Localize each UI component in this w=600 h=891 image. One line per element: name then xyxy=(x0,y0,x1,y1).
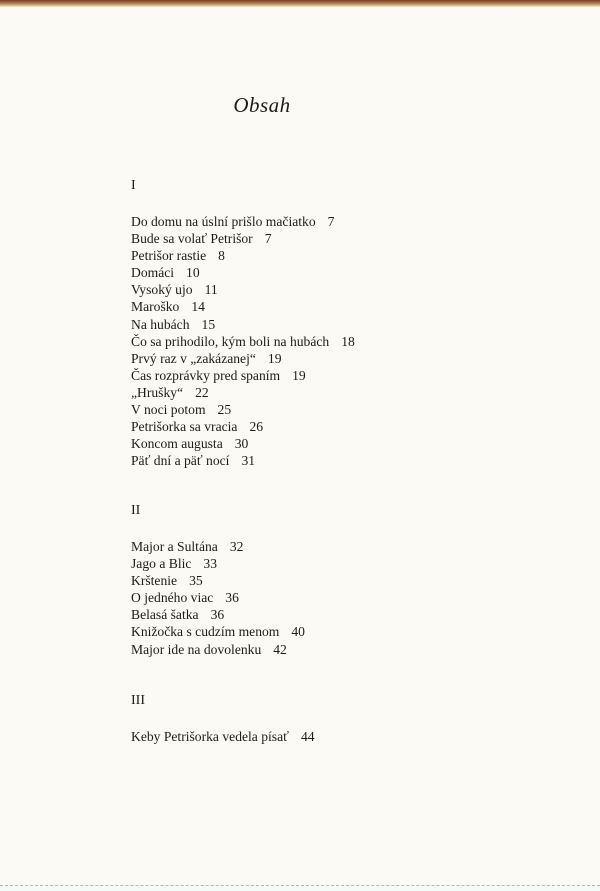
entry-page: 42 xyxy=(273,641,287,657)
toc-section-2 xyxy=(131,501,561,658)
toc-entry[interactable] xyxy=(131,333,561,350)
toc-entry[interactable] xyxy=(131,555,561,572)
toc-entry[interactable] xyxy=(131,213,561,230)
entry-page: 44 xyxy=(300,729,315,744)
entry-title: Päť dní a päť nocí xyxy=(131,453,230,469)
section-label: III xyxy=(131,693,145,708)
entry-page: 19 xyxy=(292,367,306,383)
entry-title: Keby Petrišorka vedela písať xyxy=(131,729,289,744)
entry-title: Major a Sultána xyxy=(131,539,218,554)
entry-page: 40 xyxy=(291,624,305,640)
toc-section-1 xyxy=(131,176,561,469)
toc-entry[interactable] xyxy=(131,606,561,623)
toc-entry[interactable] xyxy=(131,572,561,589)
page-top-edge xyxy=(0,0,600,7)
entry-title: Maroško xyxy=(131,299,180,315)
entry-title: Koncom augusta xyxy=(131,436,223,452)
entry-page: 22 xyxy=(195,384,209,400)
toc-entry[interactable] xyxy=(131,401,561,418)
entry-page: 25 xyxy=(217,402,232,418)
toc-entry[interactable] xyxy=(131,298,561,315)
entry-page: 36 xyxy=(225,590,239,606)
entry-title: „Hrušky“ xyxy=(131,384,184,400)
entry-page: 11 xyxy=(204,282,218,298)
entry-title: Na hubách xyxy=(131,316,190,332)
entry-page: 35 xyxy=(189,573,203,589)
entry-list xyxy=(131,728,561,745)
toc-entry[interactable] xyxy=(131,316,561,333)
entry-title: Petrišorka sa vracia xyxy=(131,419,238,435)
entry-page: 32 xyxy=(229,539,244,554)
entry-page: 8 xyxy=(218,248,225,264)
entry-title: Bude sa volať Petrišor xyxy=(131,231,253,247)
entry-title: V noci potom xyxy=(131,402,206,418)
toc-entry[interactable] xyxy=(131,264,561,281)
entry-list xyxy=(131,213,561,469)
entry-page: 7 xyxy=(327,214,335,229)
section-label: II xyxy=(131,503,141,518)
entry-title: Belasá šatka xyxy=(131,607,199,623)
toc-entry[interactable] xyxy=(131,230,561,247)
toc-entry[interactable] xyxy=(131,728,561,745)
entry-title: Prvý raz v „zakázanej“ xyxy=(131,350,256,366)
toc-entry[interactable] xyxy=(131,367,561,384)
toc-entry[interactable] xyxy=(131,247,561,264)
entry-title: Knižočka s cudzím menom xyxy=(131,624,280,640)
entry-title: Čo sa prihodilo, kým boli na hubách xyxy=(131,333,330,349)
toc-entry[interactable] xyxy=(131,384,561,401)
toc-entry[interactable] xyxy=(131,452,561,469)
entry-page: 18 xyxy=(341,333,355,349)
entry-page: 10 xyxy=(186,265,200,281)
toc-entry[interactable] xyxy=(131,589,561,606)
entry-page: 31 xyxy=(241,453,256,469)
toc-entry[interactable] xyxy=(131,281,561,298)
entry-title: O jedného viac xyxy=(131,590,214,606)
toc-section-3 xyxy=(131,691,561,745)
toc-entry[interactable] xyxy=(131,350,561,367)
entry-page: 14 xyxy=(191,299,205,315)
entry-title: Vysoký ujo xyxy=(131,282,193,298)
toc-entry[interactable] xyxy=(131,538,561,555)
entry-title: Jago a Blic xyxy=(131,556,192,572)
entry-page: 33 xyxy=(203,556,217,572)
page-bottom-edge xyxy=(0,885,600,891)
entry-title: Do domu na úslní prišlo mačiatko xyxy=(131,214,316,229)
entry-title: Krštenie xyxy=(131,573,178,589)
toc-entry[interactable] xyxy=(131,435,561,452)
entry-page: 36 xyxy=(210,607,225,623)
page-title: Obsah xyxy=(233,93,291,117)
entry-page: 7 xyxy=(264,231,272,247)
entry-page: 19 xyxy=(267,350,282,366)
entry-title: Domáci xyxy=(131,265,175,281)
toc-entry[interactable] xyxy=(131,418,561,435)
entry-page: 15 xyxy=(201,316,216,332)
entry-title: Čas rozprávky pred spaním xyxy=(131,367,281,383)
toc-entry[interactable] xyxy=(131,641,561,658)
entry-list xyxy=(131,538,561,658)
entry-page: 26 xyxy=(249,419,264,435)
section-label: I xyxy=(131,178,136,193)
entry-title: Petrišor rastie xyxy=(131,248,207,264)
entry-title: Major ide na dovolenku xyxy=(131,641,262,657)
toc-entry[interactable] xyxy=(131,623,561,640)
entry-page: 30 xyxy=(234,436,249,452)
